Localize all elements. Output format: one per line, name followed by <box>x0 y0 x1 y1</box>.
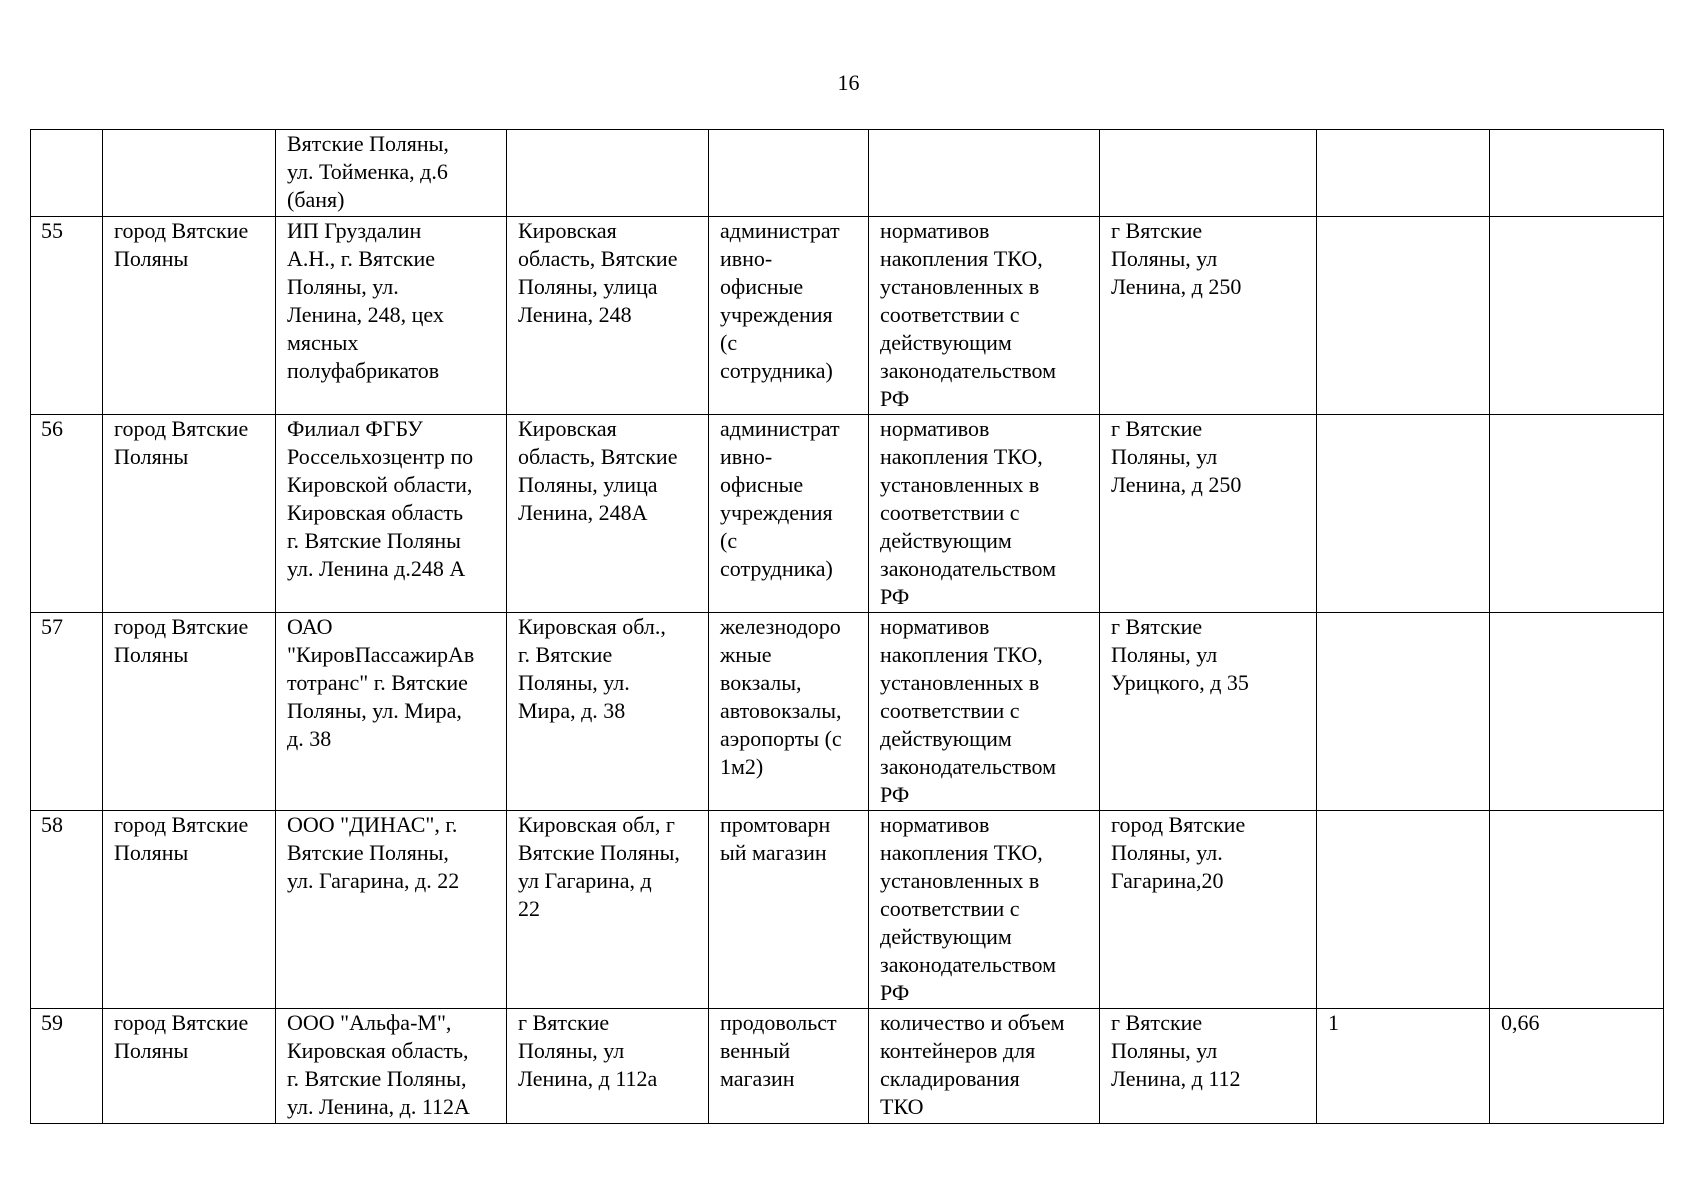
cell-basis: нормативов накопления ТКО, установленных в соответствии с действующим законодательством РФ <box>869 613 1100 811</box>
cell-count: 1 <box>1317 1009 1490 1124</box>
cell-source: ООО "Альфа-М", Кировская область, г. Вятские Поляны, ул. Ленина, д. 112А <box>276 1009 507 1124</box>
cell-source: ОАО "КировПассажирАв тотранс" г. Вятские Поляны, ул. Мира, д. 38 <box>276 613 507 811</box>
cell-count <box>1317 613 1490 811</box>
cell-address: Кировская область, Вятские Поляны, улица Ленина, 248 <box>507 217 709 415</box>
cell-address: Кировская область, Вятские Поляны, улица Ленина, 248А <box>507 415 709 613</box>
cell-number: 57 <box>31 613 103 811</box>
cell-volume <box>1490 613 1664 811</box>
cell-basis: количество и объем контейнеров для складирования ТКО <box>869 1009 1100 1124</box>
cell-category: администрат ивно- офисные учреждения (с сотрудника) <box>709 415 869 613</box>
cell-number: 56 <box>31 415 103 613</box>
cell-basis: нормативов накопления ТКО, установленных в соответствии с действующим законодательством РФ <box>869 217 1100 415</box>
table-row-continued <box>31 130 1664 217</box>
cell-site-address: г Вятские Поляны, ул Ленина, д 112 <box>1100 1009 1317 1124</box>
table-row <box>31 415 1664 613</box>
cell-count <box>1317 130 1490 217</box>
table-row <box>31 811 1664 1009</box>
cell-volume <box>1490 415 1664 613</box>
cell-category: промтоварн ый магазин <box>709 811 869 1009</box>
cell-number: 55 <box>31 217 103 415</box>
cell-number <box>31 130 103 217</box>
cell-site-address: г Вятские Поляны, ул Ленина, д 250 <box>1100 217 1317 415</box>
cell-volume <box>1490 811 1664 1009</box>
cell-settlement: город Вятские Поляны <box>103 1009 276 1124</box>
cell-site-address: г Вятские Поляны, ул Урицкого, д 35 <box>1100 613 1317 811</box>
cell-volume: 0,66 <box>1490 1009 1664 1124</box>
cell-category: продовольст венный магазин <box>709 1009 869 1124</box>
cell-count <box>1317 811 1490 1009</box>
cell-category: железнодоро жные вокзалы, автовокзалы, аэропорты (с 1м2) <box>709 613 869 811</box>
cell-address: Кировская обл, г Вятские Поляны, ул Гагарина, д 22 <box>507 811 709 1009</box>
table-row <box>31 613 1664 811</box>
cell-number: 58 <box>31 811 103 1009</box>
cell-settlement: город Вятские Поляны <box>103 415 276 613</box>
cell-settlement: город Вятские Поляны <box>103 217 276 415</box>
cell-category <box>709 130 869 217</box>
cell-address <box>507 130 709 217</box>
cell-settlement: город Вятские Поляны <box>103 811 276 1009</box>
cell-source: Вятские Поляны, ул. Тойменка, д.6 (баня) <box>276 130 507 217</box>
cell-source: ООО "ДИНАС", г. Вятские Поляны, ул. Гагарина, д. 22 <box>276 811 507 1009</box>
cell-number: 59 <box>31 1009 103 1124</box>
cell-count <box>1317 415 1490 613</box>
waste-sources-table <box>30 129 1664 1124</box>
cell-category: администрат ивно- офисные учреждения (с сотрудника) <box>709 217 869 415</box>
cell-settlement <box>103 130 276 217</box>
cell-source: Филиал ФГБУ Россельхозцентр по Кировской области, Кировская область г. Вятские Поляны ул. Ленина д.248 А <box>276 415 507 613</box>
table-row <box>31 1009 1664 1124</box>
cell-address: г Вятские Поляны, ул Ленина, д 112а <box>507 1009 709 1124</box>
cell-settlement: город Вятские Поляны <box>103 613 276 811</box>
cell-basis <box>869 130 1100 217</box>
cell-count <box>1317 217 1490 415</box>
cell-site-address <box>1100 130 1317 217</box>
cell-volume <box>1490 217 1664 415</box>
table-row <box>31 217 1664 415</box>
cell-address: Кировская обл., г. Вятские Поляны, ул. Мира, д. 38 <box>507 613 709 811</box>
cell-volume <box>1490 130 1664 217</box>
cell-site-address: город Вятские Поляны, ул. Гагарина,20 <box>1100 811 1317 1009</box>
cell-site-address: г Вятские Поляны, ул Ленина, д 250 <box>1100 415 1317 613</box>
page-number: 16 <box>837 70 860 95</box>
cell-basis: нормативов накопления ТКО, установленных в соответствии с действующим законодательством РФ <box>869 811 1100 1009</box>
cell-source: ИП Груздалин А.Н., г. Вятские Поляны, ул. Ленина, 248, цех мясных полуфабрикатов <box>276 217 507 415</box>
cell-basis: нормативов накопления ТКО, установленных в соответствии с действующим законодательством РФ <box>869 415 1100 613</box>
